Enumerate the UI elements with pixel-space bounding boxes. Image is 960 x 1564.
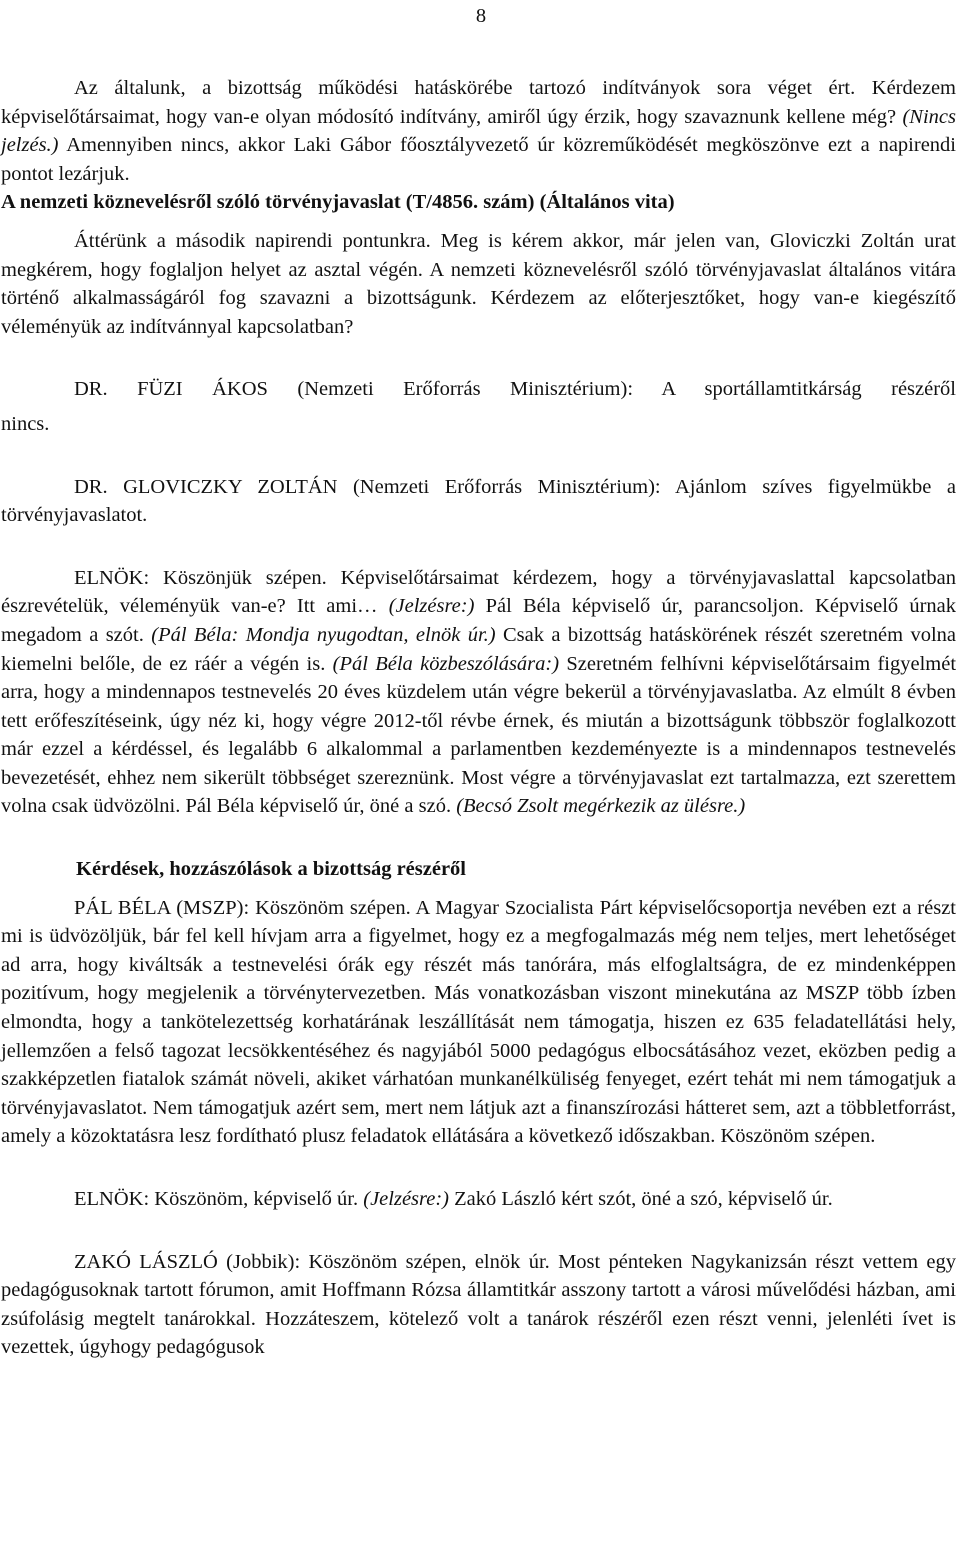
stage-direction: (Jelzésre:): [388, 595, 475, 618]
stage-direction: (Pál Béla közbeszólására:): [332, 652, 560, 675]
stage-direction: (Jelzésre:): [363, 1188, 449, 1210]
paragraph-pal-bela: PÁL BÉLA (MSZP): Köszönöm szépen. A Magyar Szocialista Párt képviselőcsoportja nevében ezt a részt mi is üdvözöljük, bár fel kell hívjam arra a figyelmet, hogy ez a megfogalmazás még nem teljes, mert lehetőséget ad arra, hogy kiváltsák a testnevelési órák egy részét más tanórára, más elfoglaltságra, de ez mindenképpen pozitívum, hogy megjelenik a törvénytervezetben. Más vonatkozásban viszont minekutána az MSZP több ízben elmondta, hogy a tankötelezettség korhatárának leszállítását nem támogatja, hiszen ez 635 feladatellátási hely, jellemzően a felső tagozat lecsökkentéséhez és nagyjából 5000 pedagógus elbocsátásához vezet, eközben pedig a szakképzetlen fiatalok számát növeli, akiket várhatóan munkanélküliség fenyeget, ezért tehát mi nem támogatjuk a törvényjavaslatot. Nem támogatjuk azért sem, mert nem látjuk azt a finanszírozási hátteret sem, azt a többletforrást, amely a közoktatásra lesz fordítható plusz feladatok ellátására a következő időszakban. Köszönöm szépen.: [1, 896, 956, 1148]
paragraph-chair-opening: Az általunk, a bizottság működési hatáskörébe tartozó indítványok sora véget ért. Kérdezem képviselőtársaimat, hogy van-e olyan módosító indítvány, amiről úgy érzik, hogy szavaznunk kellene még? (Nincs jelzés.) Amennyiben nincs, akkor Laki Gábor főosztályvezető úr közreműködését megköszönve ezt a napirendi pontot lezárjuk.: [1, 77, 956, 185]
page-number: 8: [475, 5, 487, 27]
document-body: [1, 74, 956, 1362]
section-heading: Kérdések, hozzászólások a bizottság részéről: [76, 858, 466, 881]
stage-direction: (Pál Béla: Mondja nyugodtan, elnök úr.): [151, 623, 496, 646]
paragraph-chair-thanks: ELNÖK: Köszönöm, képviselő úr. (Jelzésre:) Zakó László kért szót, öné a szó, képviselő úr.: [74, 1188, 833, 1210]
paragraph-zako: ZAKÓ LÁSZLÓ (Jobbik): Köszönöm szépen, elnök úr. Most pénteken Nagykanizsán részt vettem egy pedagógusoknak tartott fórumon, amit Hoffmann Rózsa államtitkár asszony tartott a városi művelődési házban, ami zsúfolásig megtelt tanárokkal. Hozzáteszem, kötelező volt a tanárok részéről ezen részt venni, jelenléti ívet is vezettek, úgyhogy pedagógusok: [1, 1250, 956, 1359]
paragraph-second-agenda: Áttérünk a második napirendi pontunkra. Meg is kérem akkor, már jelen van, Gloviczki Zoltán urat megkérem, hogy foglaljon helyet az asztal végén. A nemzeti köznevelésről szóló törvényjavaslat általános vitára történő alkalmasságáról fog szavazni a bizottságunk. Kérdezem az előterjesztőket, hogy van-e kiegészítő véleményük az indítvánnyal kapcsolatban?: [1, 229, 956, 338]
paragraph-gloviczky: DR. GLOVICZKY ZOLTÁN (Nemzeti Erőforrás Minisztérium): Ajánlom szíves figyelmükbe a törvényjavaslatot.: [1, 475, 956, 527]
stage-direction: (Becsó Zsolt megérkezik az ülésre.): [456, 795, 746, 818]
agenda-item-title: A nemzeti köznevelésről szóló törvényjavaslat (T/4856. szám) (Általános vita): [1, 191, 675, 214]
paragraph-chair-questions: ELNÖK: Köszönjük szépen. Képviselőtársaimat kérdezem, hogy a törvényjavaslattal kapcsolatban észrevételük, véleményük van-e? Itt ami… (Jelzésre:) Pál Béla képviselő úr, parancsoljon. Képviselő úrnak megadom a szót. (Pál Béla: Mondja nyugodtan, elnök úr.) Csak a bizottság hatáskörének részét szeretném volna kiemelni belőle, de ez ráér a végén is. (Pál Béla közbeszólására:) Szeretném felhívni képviselőtársaim figyelmét arra, hogy a mindennapos testnevelés 20 éves küzdelem után végre bekerül a törvényjavaslatba. Az elmúlt 8 évben tett erőfeszítéseink, úgy néz ki, hogy végre 2012-től révbe érnek, és miután a bizottságunk többször foglalkozott már ezzel a kérdéssel, és legalább 6 alkalommal a parlamentben kezdeményezte is a mindennapos testnevelés bevezetését, ehhez nem sikerült többséget szereznünk. Most végre a törvényjavaslat ezt tartalmazza, ezt szerettem volna csak üdvözölni. Pál Béla képviselő úr, öné a szó. (Becsó Zsolt megérkezik az ülésre.): [1, 566, 957, 818]
fuzi-statement: DR. FÜZI ÁKOS (Nemzeti Erőforrás Minisztérium): A sportállamtitkárság részéről: [74, 378, 956, 401]
fuzi-statement-end: nincs.: [1, 412, 50, 435]
paragraph-fuzi: [1, 375, 956, 438]
stage-direction: (Nincs jelzés.): [1, 105, 956, 157]
